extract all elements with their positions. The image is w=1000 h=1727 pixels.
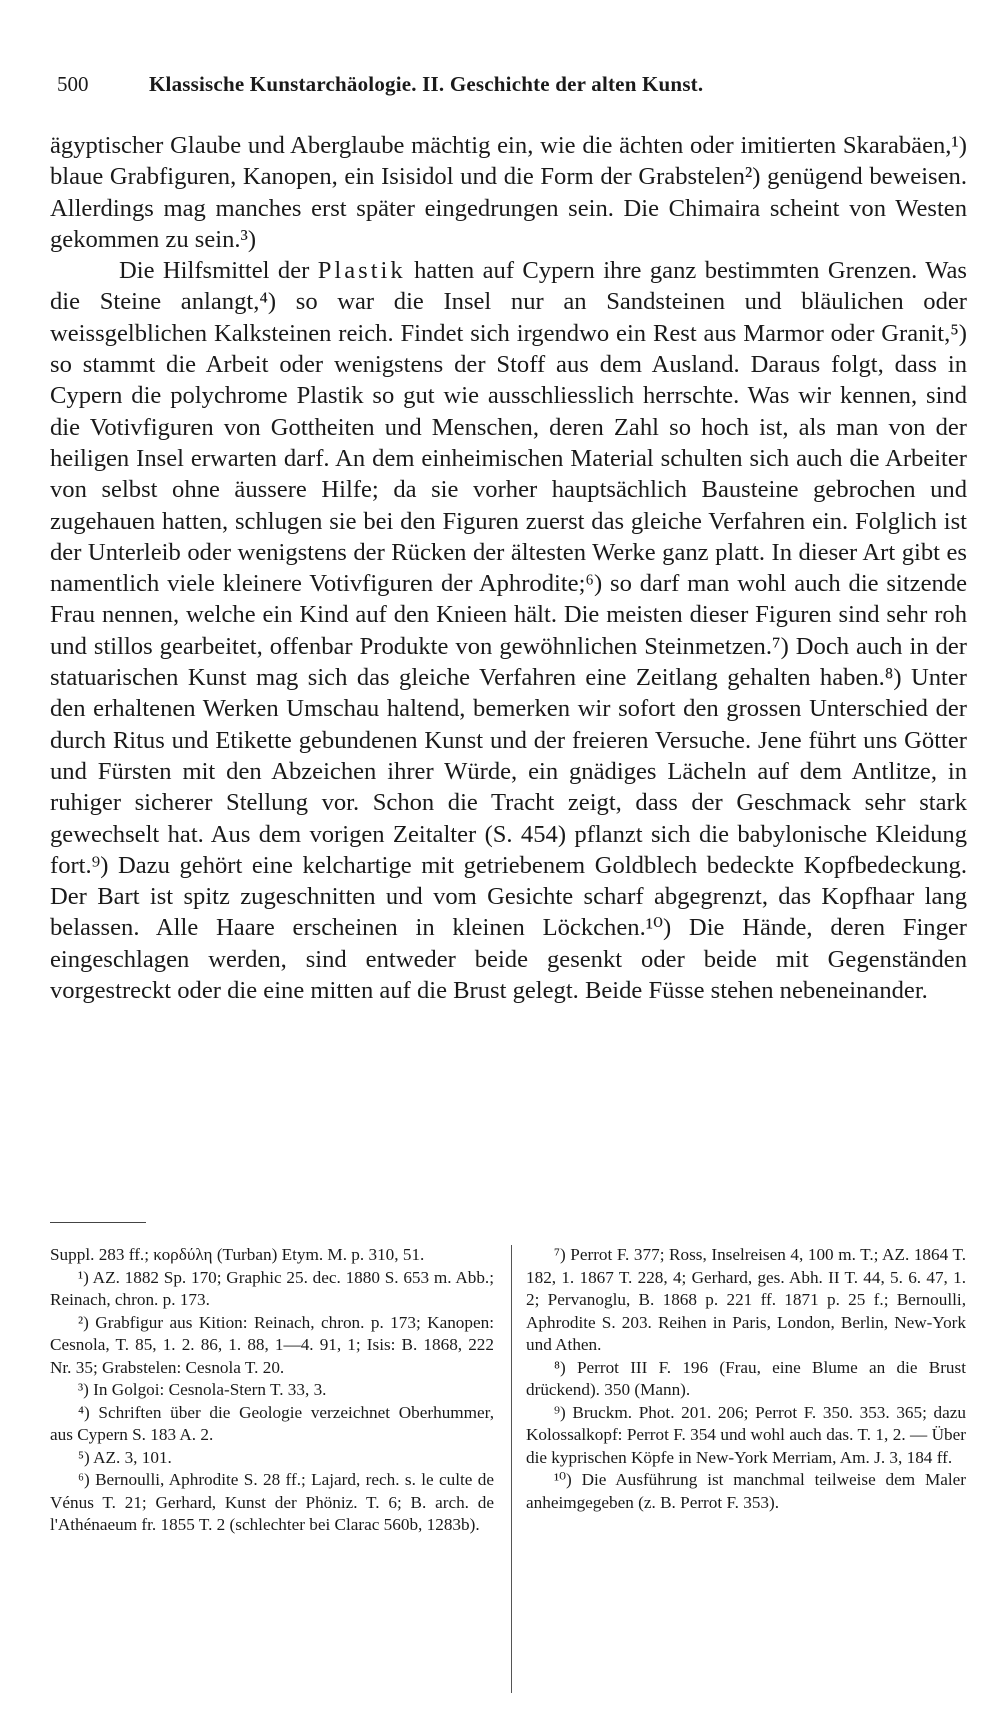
- footnote-3: ³) In Golgoi: Cesnola-Stern T. 33, 3.: [78, 1380, 327, 1399]
- paragraph-1: ägyptischer Glaube und Aberglaube mächtig ein, wie die ächten oder imitierten Skarabäen,¹) blaue Grabfiguren, Kanopen, ein Isisidol und die Form der Grabstelen²) genügend beweisen. Allerdings mag manches erst später eingedrungen sein. Die Chimaira scheint von Westen gekommen zu sein.³): [50, 132, 967, 253]
- footnote-6: ⁶) Bernoulli, Aphrodite S. 28 ff.; Lajard, rech. s. le culte de Vénus T. 21; Gerhard, Kunst der Phöniz. T. 6; B. arch. de l'Athénaeum fr. 1855 T. 2 (schlechter bei Clarac 560b, 1283b).: [50, 1470, 494, 1534]
- paragraph-2-rest: hatten auf Cypern ihre ganz bestimmten Grenzen. Was die Steine anlangt,⁴) so war die Insel nur an Sandsteinen und bläulichen oder weissgelblichen Kalksteinen reich. Findet sich irgendwo ein Rest aus Marmor oder Granit,⁵) so stammt die Arbeit oder wenigstens der Stoff aus dem Ausland. Daraus folgt, dass in Cypern die polychrome Plastik so gut wie ausschliesslich herrschte. Was wir kennen, sind die Votivfiguren von Gottheiten und Menschen, deren Zahl so hoch ist, als man von der heiligen Insel erwarten darf. An dem einheimischen Material schulten sich auch die Arbeiter von selbst ohne äussere Hilfe; da sie vorher hauptsächlich Bausteine gebrochen und zugehauen hatten, schlugen sie bei den Figuren zuerst das gleiche Verfahren ein. Folglich ist der Unterleib oder wenigstens der Rücken der ältesten Werke ganz platt. In dieser Art gibt es namentlich viele kleinere Votivfiguren der Aphrodite;⁶) so darf man wohl auch die sitzende Frau nennen, welche ein Kind auf den Knieen hält. Die meisten dieser Figuren sind sehr roh und stillos gearbeitet, offenbar Produkte von gewöhnlichen Steinmetzen.⁷) Doch auch in der statuarischen Kunst mag sich das gleiche Verfahren eine Zeitlang gehalten haben.⁸) Unter den erhaltenen Werken Umschau haltend, bemerken wir sofort den grossen Unterschied der durch Ritus und Etikette gebundenen Kunst und der freieren Versuche. Jene führt uns Götter und Fürsten mit den Abzeichen ihrer Würde, ein gnädiges Lächeln auf dem Antlitze, in ruhiger sicherer Stellung vor. Schon die Tracht zeigt, dass der Geschmack sehr stark gewechselt hat. Aus dem vorigen Zeitalter (S. 454) pflanzt sich die babylonische Kleidung fort.⁹) Dazu gehört eine kelchartige mit getriebenem Goldblech bedeckte Kopfbedeckung. Der Bart ist spitz zugeschnitten und vom Gesichte scharf abgegrenzt, das Kopfhaar lang belassen. Alle Haare erscheinen in kleinen Löckchen.¹⁰) Die Hände, deren Finger eingeschlagen werden, sind entweder beide gesenkt oder beide mit Gegenständen vorgestreckt oder die eine mitten auf die Brust gelegt. Beide Füsse stehen nebeneinander.: [50, 257, 968, 1005]
- main-text: [50, 130, 967, 1006]
- footnote-1: ¹) AZ. 1882 Sp. 170; Graphic 25. dec. 1880 S. 653 m. Abb.; Reinach, chron. p. 173.: [50, 1267, 494, 1309]
- footnote-8: ⁸) Perrot III F. 196 (Frau, eine Blume an die Brust drückend). 350 (Mann).: [526, 1357, 966, 1399]
- footnote-5: ⁵) AZ. 3, 101.: [78, 1447, 172, 1467]
- footnote-9: ⁹) Bruckm. Phot. 201. 206; Perrot F. 350. 353. 365; dazu Kolossalkopf: Perrot F. 354 und wohl auch das. T. 1, 2. — Über die kyprischen Köpfe in New-York Merriam, Am. J. 3, 184 ff.: [526, 1402, 966, 1467]
- footnote-column-divider: [511, 1245, 512, 1693]
- emphasis-plastik: Plastik: [317, 257, 406, 285]
- footnote-4: ⁴) Schriften über die Geologie verzeichnet Oberhummer, aus Cypern S. 183 A. 2.: [50, 1402, 494, 1444]
- footnote-continuation: Suppl. 283 ff.; κορδύλη (Turban) Etym. M. p. 310, 51.: [50, 1245, 425, 1264]
- footnote-10: ¹⁰) Die Ausführung ist manchmal teilweise dem Maler anheimgegeben (z. B. Perrot F. 353).: [526, 1470, 966, 1512]
- footnote-7: ⁷) Perrot F. 377; Ross, Inselreisen 4, 100 m. T.; AZ. 1864 T. 182, 1. 1867 T. 228, 4; Gerhard, ges. Abh. II T. 44, 5. 6. 47, 1. 2; Pervanoglu, B. 1868 p. 221 ff. 1871 p. 25 f.; Bernoulli, Aphrodite S. 203. Reihen in Paris, London, Berlin, New-York und Athen.: [526, 1245, 966, 1354]
- page-number: 500: [57, 72, 89, 96]
- paragraph-2-start: Die Hilfsmittel der: [119, 257, 310, 285]
- running-head: [57, 72, 887, 96]
- paragraph-2: [50, 255, 967, 1006]
- footnotes-left-column: [50, 1244, 494, 1537]
- running-title: Klassische Kunstarchäologie. II. Geschichte der alten Kunst.: [149, 72, 704, 96]
- footnotes-right-column: [526, 1244, 966, 1514]
- footnote-2: ²) Grabfigur aus Kition: Reinach, chron. p. 173; Kanopen: Cesnola, T. 85, 1. 2. 86, 1. 88, 1—4. 91, 1; Isis: B. 1868, 222 Nr. 35; Grabstelen: Cesnola T. 20.: [50, 1312, 494, 1377]
- footnote-rule: [50, 1222, 146, 1223]
